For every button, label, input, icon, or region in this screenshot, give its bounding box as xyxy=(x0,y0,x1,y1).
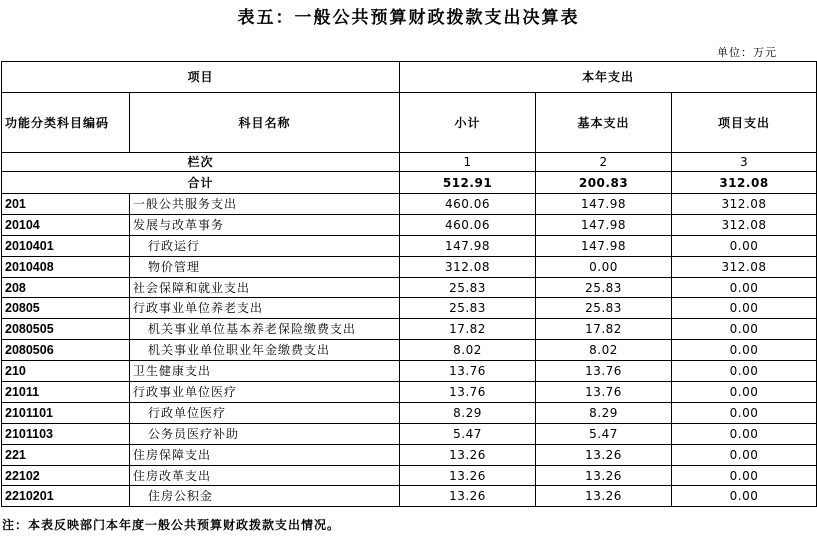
row-basic-expense: 0.00 xyxy=(536,256,672,277)
total-label: 合计 xyxy=(2,172,400,194)
row-subject-name: 一般公共服务支出 xyxy=(130,194,400,215)
row-project-expense: 0.00 xyxy=(672,277,817,298)
column-seq-row xyxy=(2,153,817,172)
row-subject-name: 行政单位医疗 xyxy=(130,402,400,423)
row-basic-expense: 8.02 xyxy=(536,340,672,361)
row-code: 201 xyxy=(2,194,130,215)
table-row xyxy=(2,423,817,444)
row-code: 221 xyxy=(2,444,130,465)
row-code: 2010408 xyxy=(2,256,130,277)
table-row xyxy=(2,340,817,361)
table-row xyxy=(2,319,817,340)
row-subtotal: 17.82 xyxy=(400,319,536,340)
row-subtotal: 13.26 xyxy=(400,486,536,507)
row-basic-expense: 13.26 xyxy=(536,444,672,465)
table-row xyxy=(2,298,817,319)
row-basic-expense: 147.98 xyxy=(536,194,672,215)
row-subtotal: 147.98 xyxy=(400,235,536,256)
table-row xyxy=(2,444,817,465)
row-project-expense: 0.00 xyxy=(672,298,817,319)
row-subtotal: 460.06 xyxy=(400,214,536,235)
column-seq-1: 1 xyxy=(400,153,536,172)
header-project: 项目 xyxy=(2,62,400,93)
column-seq-3: 3 xyxy=(672,153,817,172)
row-project-expense: 0.00 xyxy=(672,235,817,256)
row-subject-name: 行政事业单位养老支出 xyxy=(130,298,400,319)
row-project-expense: 0.00 xyxy=(672,486,817,507)
row-code: 22102 xyxy=(2,465,130,486)
table-row xyxy=(2,256,817,277)
row-project-expense: 312.08 xyxy=(672,194,817,215)
row-subject-name: 机关事业单位基本养老保险缴费支出 xyxy=(130,319,400,340)
table-row xyxy=(2,382,817,403)
unit-label: 单位：万元 xyxy=(717,46,777,59)
header-current-year-expense: 本年支出 xyxy=(400,62,817,93)
row-subtotal: 312.08 xyxy=(400,256,536,277)
column-seq-2: 2 xyxy=(536,153,672,172)
row-basic-expense: 17.82 xyxy=(536,319,672,340)
row-code: 20104 xyxy=(2,214,130,235)
row-code: 2101103 xyxy=(2,423,130,444)
table-row xyxy=(2,194,817,215)
row-project-expense: 0.00 xyxy=(672,465,817,486)
row-subject-name: 卫生健康支出 xyxy=(130,361,400,382)
row-subtotal: 25.83 xyxy=(400,277,536,298)
table-row xyxy=(2,361,817,382)
row-subtotal: 25.83 xyxy=(400,298,536,319)
row-code: 2101101 xyxy=(2,402,130,423)
header-basic-expense: 基本支出 xyxy=(536,93,672,153)
row-subtotal: 13.26 xyxy=(400,444,536,465)
row-subject-name: 社会保障和就业支出 xyxy=(130,277,400,298)
table-row xyxy=(2,277,817,298)
header-row-1 xyxy=(2,62,817,93)
row-basic-expense: 147.98 xyxy=(536,214,672,235)
row-subject-name: 发展与改革事务 xyxy=(130,214,400,235)
row-subject-name: 住房公积金 xyxy=(130,486,400,507)
row-basic-expense: 25.83 xyxy=(536,277,672,298)
row-project-expense: 0.00 xyxy=(672,319,817,340)
row-code: 21011 xyxy=(2,382,130,403)
table-row xyxy=(2,402,817,423)
row-subtotal: 460.06 xyxy=(400,194,536,215)
row-code: 20805 xyxy=(2,298,130,319)
row-subject-name: 机关事业单位职业年金缴费支出 xyxy=(130,340,400,361)
row-subtotal: 13.76 xyxy=(400,382,536,403)
row-code: 210 xyxy=(2,361,130,382)
row-subject-name: 物价管理 xyxy=(130,256,400,277)
row-project-expense: 312.08 xyxy=(672,256,817,277)
total-subtotal: 512.91 xyxy=(400,172,536,194)
row-subtotal: 8.02 xyxy=(400,340,536,361)
expense-table xyxy=(1,61,817,507)
table-row xyxy=(2,214,817,235)
row-project-expense: 0.00 xyxy=(672,423,817,444)
row-subject-name: 行政运行 xyxy=(130,235,400,256)
header-project-expense: 项目支出 xyxy=(672,93,817,153)
total-basic: 200.83 xyxy=(536,172,672,194)
header-func-code: 功能分类科目编码 xyxy=(2,93,130,153)
row-project-expense: 0.00 xyxy=(672,382,817,403)
total-row xyxy=(2,172,817,194)
row-basic-expense: 8.29 xyxy=(536,402,672,423)
row-basic-expense: 25.83 xyxy=(536,298,672,319)
row-subject-name: 行政事业单位医疗 xyxy=(130,382,400,403)
row-code: 2080506 xyxy=(2,340,130,361)
row-project-expense: 0.00 xyxy=(672,402,817,423)
row-project-expense: 0.00 xyxy=(672,340,817,361)
row-subject-name: 公务员医疗补助 xyxy=(130,423,400,444)
total-project: 312.08 xyxy=(672,172,817,194)
table-row xyxy=(2,465,817,486)
table-row xyxy=(2,235,817,256)
table-row xyxy=(2,486,817,507)
row-basic-expense: 13.76 xyxy=(536,382,672,403)
row-subject-name: 住房改革支出 xyxy=(130,465,400,486)
row-subtotal: 8.29 xyxy=(400,402,536,423)
header-subject-name: 科目名称 xyxy=(130,93,400,153)
row-code: 208 xyxy=(2,277,130,298)
footnote: 注：本表反映部门本年度一般公共预算财政拨款支出情况。 xyxy=(2,518,341,532)
page-title: 表五：一般公共预算财政拨款支出决算表 xyxy=(237,8,580,28)
row-basic-expense: 13.26 xyxy=(536,486,672,507)
header-subtotal: 小计 xyxy=(400,93,536,153)
row-subtotal: 13.26 xyxy=(400,465,536,486)
row-basic-expense: 5.47 xyxy=(536,423,672,444)
row-code: 2080505 xyxy=(2,319,130,340)
row-code: 2210201 xyxy=(2,486,130,507)
row-subtotal: 5.47 xyxy=(400,423,536,444)
row-subject-name: 住房保障支出 xyxy=(130,444,400,465)
row-project-expense: 312.08 xyxy=(672,214,817,235)
row-subtotal: 13.76 xyxy=(400,361,536,382)
row-basic-expense: 147.98 xyxy=(536,235,672,256)
header-row-2 xyxy=(2,93,817,153)
row-project-expense: 0.00 xyxy=(672,361,817,382)
row-project-expense: 0.00 xyxy=(672,444,817,465)
row-basic-expense: 13.76 xyxy=(536,361,672,382)
column-seq-label: 栏次 xyxy=(2,153,400,172)
row-basic-expense: 13.26 xyxy=(536,465,672,486)
row-code: 2010401 xyxy=(2,235,130,256)
